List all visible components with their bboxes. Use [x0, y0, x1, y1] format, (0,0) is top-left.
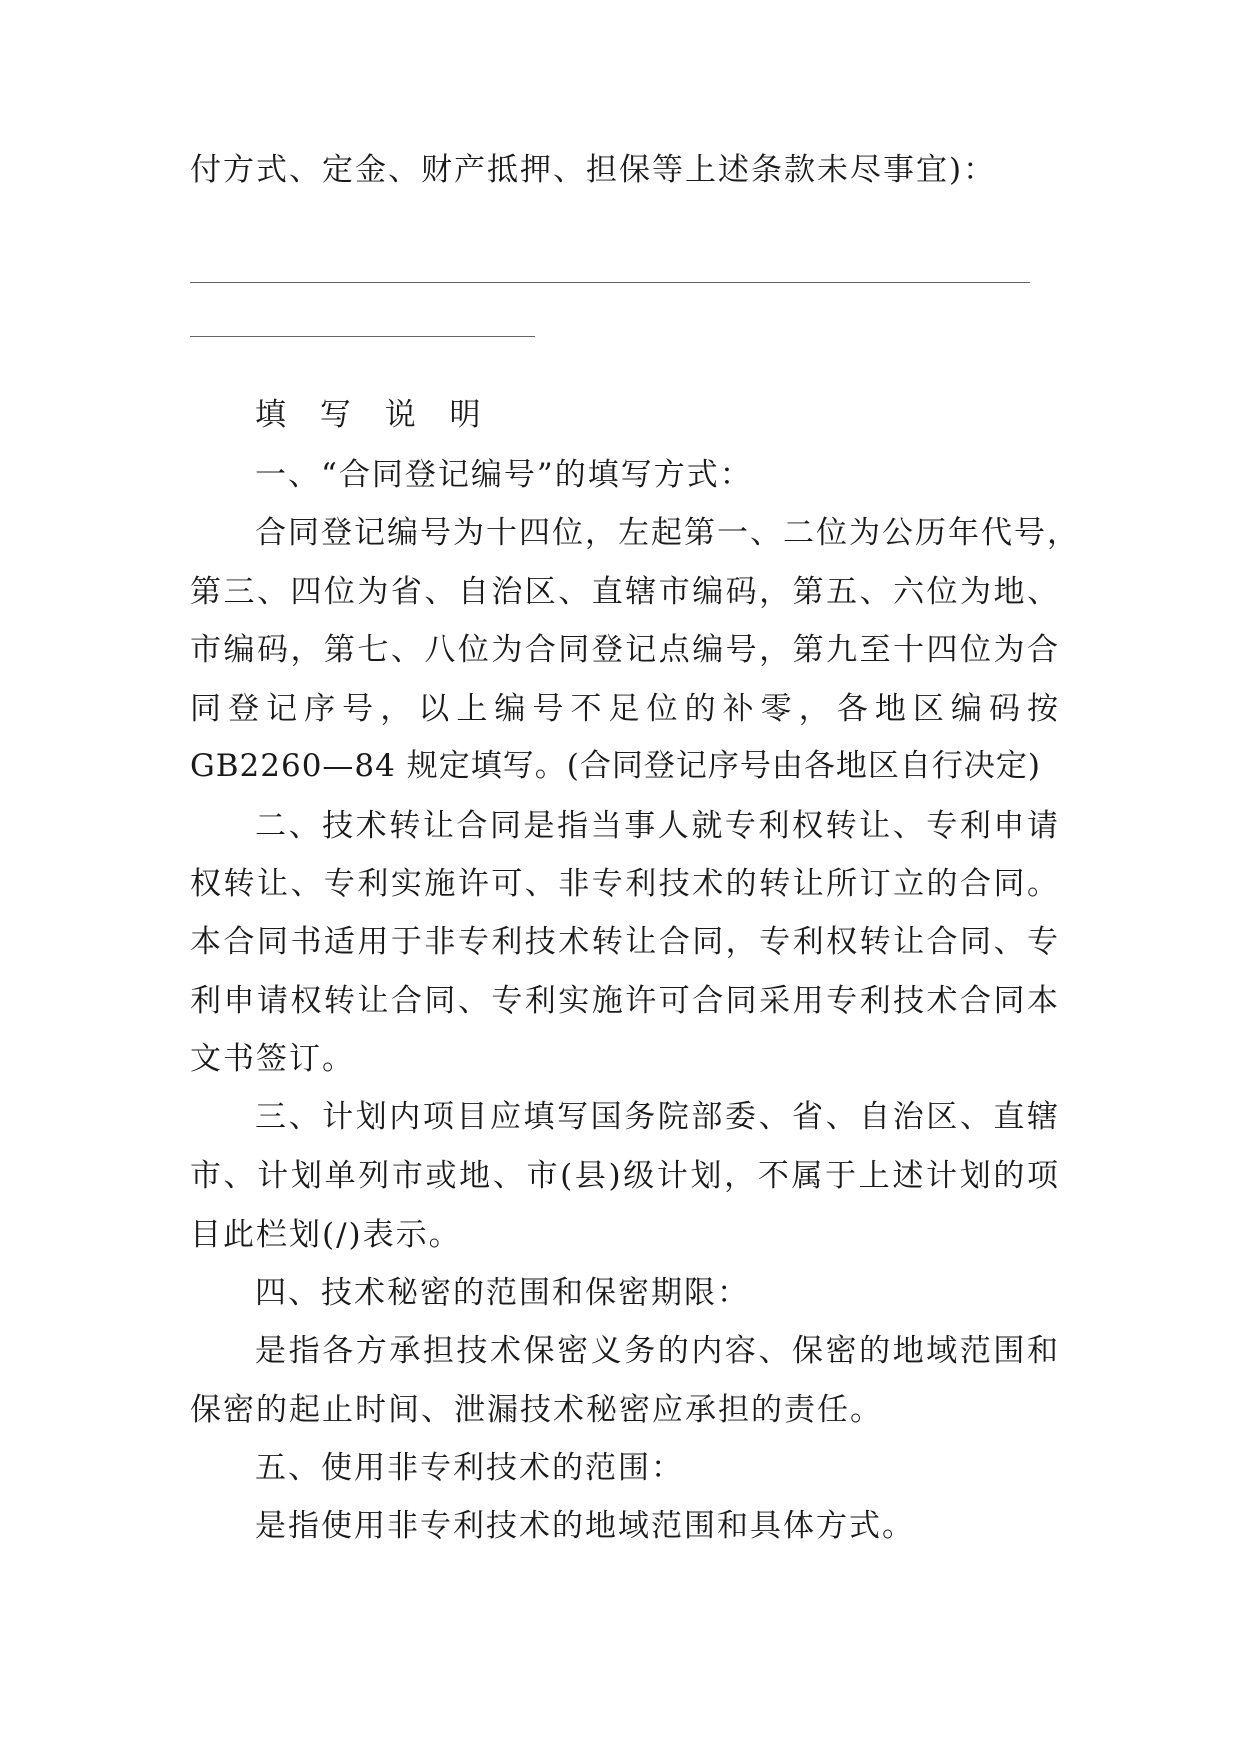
blank-fill-line-1 — [190, 282, 1030, 283]
section-1-line-2: 第三、四位为省、自治区、直辖市编码，第五、六位为地、 — [190, 574, 1060, 610]
section-5-title: 五、使用非专利技术的范围： — [255, 1450, 684, 1486]
opening-line: 付方式、定金、财产抵押、担保等上述条款未尽事宜)： — [190, 152, 997, 188]
section-5-line-1: 是指使用非专利技术的地域范围和具体方式。 — [255, 1508, 915, 1544]
instructions-heading: 填 写 说 明 — [255, 397, 493, 433]
section-1-line-4: 同登记序号，以上编号不足位的补零，各地区编码按 — [190, 691, 1060, 727]
section-1-line-3: 市编码，第七、八位为合同登记点编号，第九至十四位为合 — [190, 632, 1060, 668]
section-1-title: 一、“合同登记编号”的填写方式： — [255, 457, 753, 493]
section-2-line-5: 文书签订。 — [190, 1041, 355, 1077]
section-3-line-1: 三、计划内项目应填写国务院部委、省、自治区、直辖 — [255, 1099, 1060, 1135]
section-1-line-1: 合同登记编号为十四位，左起第一、二位为公历年代号， — [255, 515, 1080, 551]
section-3-line-2: 市、计划单列市或地、市(县)级计划，不属于上述计划的项 — [190, 1158, 1060, 1194]
section-1-line-5: GB2260—84 规定填写。(合同登记序号由各地区自行决定) — [190, 748, 1041, 784]
blank-fill-line-2 — [190, 336, 535, 337]
section-4-title: 四、技术秘密的范围和保密期限： — [255, 1275, 750, 1311]
section-2-line-3: 本合同书适用于非专利技术转让合同，专利权转让合同、专 — [190, 924, 1060, 960]
section-4-line-2: 保密的起止时间、泄漏技术秘密应承担的责任。 — [190, 1392, 883, 1428]
section-2-line-1: 二、技术转让合同是指当事人就专利权转让、专利申请 — [255, 808, 1060, 844]
section-2-line-2: 权转让、专利实施许可、非专利技术的转让所订立的合同。 — [190, 866, 1060, 902]
section-4-line-1: 是指各方承担技术保密义务的内容、保密的地域范围和 — [255, 1333, 1060, 1369]
section-3-line-3: 目此栏划(/)表示。 — [190, 1217, 462, 1253]
section-2-line-4: 利申请权转让合同、专利实施许可合同采用专利技术合同本 — [190, 983, 1060, 1019]
